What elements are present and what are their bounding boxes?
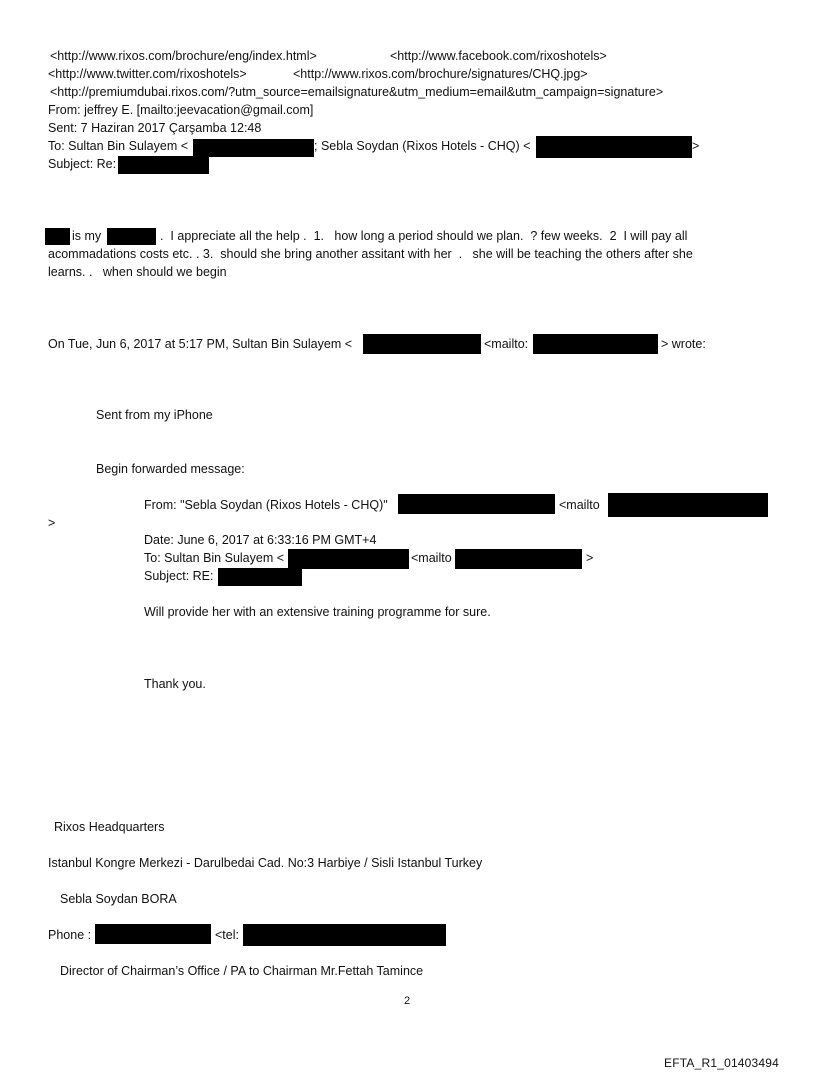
forward-to: To: Sultan Bin Sulayem < bbox=[144, 551, 285, 565]
redaction-block bbox=[218, 568, 302, 586]
begin-forwarded: Begin forwarded message: bbox=[96, 462, 245, 476]
quote-header-mailto: <mailto: bbox=[484, 337, 529, 351]
signature-image-link[interactable]: <http://www.rixos.com/brochure/signatures/CHQ.jpg> bbox=[293, 67, 588, 81]
email-to-middle: ; Sebla Soydan (Rixos Hotels - CHQ) < bbox=[314, 139, 531, 153]
body-line-3: learns. . when should we begin bbox=[48, 265, 227, 279]
signature-name: Sebla Soydan BORA bbox=[60, 892, 177, 906]
body-line-1a: is my bbox=[72, 229, 102, 243]
forward-from: From: "Sebla Soydan (Rixos Hotels - CHQ)" bbox=[144, 498, 388, 512]
redaction-block bbox=[288, 549, 409, 569]
email-sent: Sent: 7 Haziran 2017 Çarşamba 12:48 bbox=[48, 121, 262, 135]
redaction-block bbox=[363, 334, 481, 354]
forward-subject: Subject: RE: bbox=[144, 569, 214, 583]
brochure-link[interactable]: <http://www.rixos.com/brochure/eng/index.html> bbox=[50, 49, 317, 63]
signature-tel-label: <tel: bbox=[215, 928, 239, 942]
document-id: EFTA_R1_01403494 bbox=[664, 1056, 780, 1070]
redaction-block bbox=[107, 228, 156, 245]
twitter-link[interactable]: <http://www.twitter.com/rixoshotels> bbox=[48, 67, 247, 81]
forward-from-mailto: <mailto bbox=[559, 498, 600, 512]
email-from: From: jeffrey E. [mailto:jeevacation@gmail.com] bbox=[48, 103, 314, 117]
body-line-2: acommadations costs etc. . 3. should she bring another assitant with her . she will be teaching the others after she bbox=[48, 247, 693, 261]
page-number: 2 bbox=[404, 995, 411, 1007]
email-to-prefix: To: Sultan Bin Sulayem < bbox=[48, 139, 189, 153]
redaction-block bbox=[118, 156, 209, 174]
email-to-end: > bbox=[692, 139, 700, 153]
forward-to-close: > bbox=[586, 551, 594, 565]
forward-wrap-close: > bbox=[48, 516, 56, 530]
email-subject: Subject: Re: bbox=[48, 157, 117, 171]
redaction-block bbox=[608, 493, 768, 517]
quote-header-prefix: On Tue, Jun 6, 2017 at 5:17 PM, Sultan Bin Sulayem < bbox=[48, 337, 353, 351]
signature-address: Istanbul Kongre Merkezi - Darulbedai Cad. No:3 Harbiye / Sisli Istanbul Turkey bbox=[48, 856, 483, 870]
signature-phone-label: Phone : bbox=[48, 928, 92, 942]
forward-to-mailto: <mailto bbox=[411, 551, 452, 565]
facebook-link[interactable]: <http://www.facebook.com/rixoshotels> bbox=[390, 49, 607, 63]
redaction-block bbox=[243, 924, 446, 946]
signature-title: Director of Chairman’s Office / PA to Chairman Mr.Fettah Tamince bbox=[60, 964, 424, 978]
quote-header-wrote: > wrote: bbox=[661, 337, 706, 351]
redaction-block bbox=[455, 549, 582, 569]
body-line-1b: . I appreciate all the help . 1. how long a period should we plan. ? few weeks. 2 I will pay all bbox=[160, 229, 688, 243]
sent-from-iphone: Sent from my iPhone bbox=[96, 408, 213, 422]
redaction-block bbox=[398, 494, 555, 514]
signature-hq: Rixos Headquarters bbox=[54, 820, 165, 834]
forward-thanks: Thank you. bbox=[144, 677, 206, 691]
forward-date: Date: June 6, 2017 at 6:33:16 PM GMT+4 bbox=[144, 533, 377, 547]
redaction-block bbox=[95, 924, 211, 944]
forward-message: Will provide her with an extensive training programme for sure. bbox=[144, 605, 491, 619]
redaction-block bbox=[193, 139, 314, 157]
premium-link[interactable]: <http://premiumdubai.rixos.com/?utm_source=emailsignature&utm_medium=email&utm_campaign=signature> bbox=[50, 85, 664, 99]
redaction-block bbox=[45, 228, 70, 245]
redaction-block bbox=[533, 334, 658, 354]
redaction-block bbox=[536, 136, 692, 158]
